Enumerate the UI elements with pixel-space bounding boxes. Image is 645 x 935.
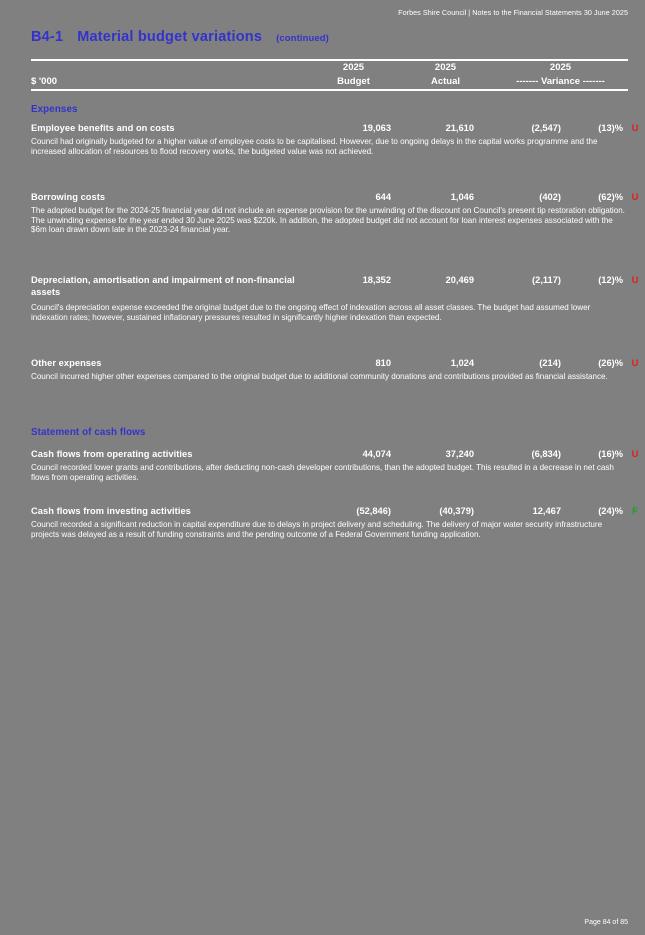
row-variance-percent: (24)%	[598, 506, 623, 516]
row-budget-value: 19,063	[362, 123, 391, 133]
column-header-actual-year: 2025	[434, 62, 457, 73]
row-budget-value: 810	[375, 358, 391, 368]
column-header-variance-year: 2025	[549, 62, 572, 73]
row-actual-value: 1,024	[450, 358, 474, 368]
table-row	[31, 123, 639, 136]
row-variance-percent: (16)%	[598, 449, 623, 459]
row-budget-value: 44,074	[362, 449, 391, 459]
column-header-budget-year: 2025	[342, 62, 365, 73]
column-header-variance-label: ------- Variance -------	[516, 76, 605, 87]
row-variance-value: (214)	[539, 358, 561, 368]
row-variance-value: (2,117)	[532, 275, 561, 285]
page-title-continued: (continued)	[276, 33, 329, 44]
row-description: Council recorded lower grants and contributions, after deducting non-cash developer contributions, than the adopted budget. This resulted in a decrease in net cash flows from operating activities.	[31, 463, 614, 482]
row-description: Council recorded a significant reduction in capital expenditure due to delays in project delivery and scheduling. The delivery of major water security infrastructure projects was delayed as a result of funding constraints and the pending outcome of a Federal Government funding application.	[31, 520, 603, 539]
column-header-budget-label: Budget	[337, 76, 370, 87]
row-description: Council's depreciation expense exceeded the original budget due to the ongoing effect of indexation across all asset classes. The budget had assumed lower indexation rates; however, sustained inflationary pressures resulted in significantly higher indexation than expected.	[31, 303, 591, 322]
row-budget-value: 644	[375, 192, 391, 202]
table-row	[31, 506, 638, 519]
column-header-unit: $ '000	[31, 76, 58, 87]
row-variance-percent: (26)%	[598, 358, 623, 368]
page-title-text: Material budget variations	[77, 29, 263, 45]
page-footer: Page 84 of 85	[584, 919, 628, 926]
row-variance-value: (402)	[539, 192, 561, 202]
row-variance-percent: (62)%	[598, 192, 623, 202]
row-description: The adopted budget for the 2024-25 financial year did not include an expense provision for the unwinding of the discount on Council's present tip restoration obligation. The unwinding expense for the year ended 30 June 2025 was $220k. In addition, the adopted budget did not account for loan interest expenses associated with the $6m loan drawn down late in the 2023-24 financial year.	[31, 206, 625, 235]
status-badge: U	[631, 192, 639, 203]
table-row	[31, 449, 639, 462]
table-row	[31, 358, 639, 371]
row-description: Council incurred higher other expenses compared to the original budget due to additional community donations and contributions provided as financial assistance.	[31, 372, 608, 381]
status-badge: U	[631, 358, 639, 369]
table-header	[31, 61, 628, 89]
status-badge: U	[631, 123, 639, 134]
row-label: Cash flows from operating activities	[31, 449, 193, 459]
section-heading-expenses: Expenses	[31, 104, 78, 115]
section-heading-cash-flows: Statement of cash flows	[31, 427, 146, 438]
row-description: Council had originally budgeted for a higher value of employee costs to be capitalised. However, due to ongoing delays in the capital works programme and the increased allocation of resources to flood recovery works, the budgeted value was not achieved.	[31, 137, 598, 156]
row-variance-value: (2,547)	[531, 123, 561, 133]
row-variance-value: 12,467	[532, 506, 561, 516]
row-actual-value: 21,610	[445, 123, 474, 133]
row-label: Borrowing costs	[31, 192, 106, 202]
page-title-number: B4-1	[31, 29, 64, 45]
row-variance-value: (6,834)	[531, 449, 561, 459]
row-actual-value: 20,469	[445, 275, 474, 285]
table-row	[31, 275, 639, 297]
running-header: Forbes Shire Council | Notes to the Financial Statements 30 June 2025	[398, 8, 628, 17]
row-variance-percent: (13)%	[598, 123, 623, 133]
row-label: Employee benefits and on costs	[31, 123, 175, 133]
page-title	[31, 29, 625, 45]
table-bottom-rule	[31, 89, 628, 91]
row-actual-value: (40,379)	[439, 506, 474, 516]
row-label: Depreciation, amortisation and impairment of non-financial assets	[31, 275, 295, 297]
table-row	[31, 192, 639, 205]
row-actual-value: 1,046	[450, 192, 474, 202]
status-badge: U	[631, 275, 639, 286]
row-budget-value: 18,352	[362, 275, 391, 285]
column-header-actual-label: Actual	[430, 76, 461, 87]
row-budget-value: (52,846)	[356, 506, 391, 516]
row-variance-percent: (12)%	[598, 275, 623, 285]
status-badge: U	[631, 449, 639, 460]
row-label: Other expenses	[31, 358, 102, 368]
status-badge: F	[632, 506, 638, 517]
row-actual-value: 37,240	[445, 449, 474, 459]
row-label: Cash flows from investing activities	[31, 506, 191, 516]
